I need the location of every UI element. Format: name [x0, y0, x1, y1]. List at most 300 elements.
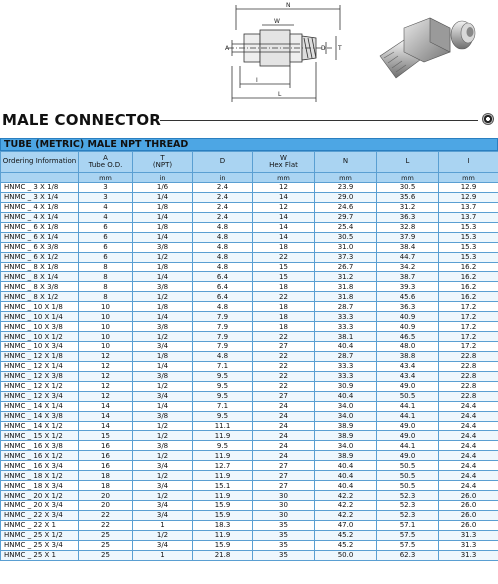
- table-row: [1, 222, 498, 232]
- table-cell-ordering: HNMC _ 10 X 3/8: [1, 322, 79, 332]
- table-cell-a: 20: [79, 501, 133, 511]
- table-cell-d: 7.1: [193, 361, 253, 371]
- table-cell-n: 38.9: [315, 451, 377, 461]
- table-cell-t: 1/8: [133, 202, 193, 212]
- table-cell-i: 17.2: [439, 312, 498, 322]
- table-cell-i: 17.2: [439, 342, 498, 352]
- col-header-i: I: [439, 152, 498, 173]
- table-cell-t: 3/8: [133, 322, 193, 332]
- table-cell-i: 24.4: [439, 411, 498, 421]
- table-cell-a: 8: [79, 292, 133, 302]
- table-cell-d: 9.5: [193, 441, 253, 451]
- table-cell-w: 18: [253, 302, 315, 312]
- table-cell-d: 11.9: [193, 530, 253, 540]
- title-row: [0, 110, 498, 132]
- table-row: [1, 332, 498, 342]
- table-cell-t: 1/4: [133, 212, 193, 222]
- table-cell-w: 22: [253, 371, 315, 381]
- table-cell-ordering: HNMC _ 22 X 1: [1, 520, 79, 530]
- table-cell-l: 48.0: [377, 342, 439, 352]
- table-cell-ordering: HNMC _ 8 X 1/4: [1, 272, 79, 282]
- table-cell-d: 4.8: [193, 222, 253, 232]
- table-cell-d: 15.9: [193, 501, 253, 511]
- table-cell-i: 16.2: [439, 282, 498, 292]
- table-row: [1, 431, 498, 441]
- table-cell-i: 17.2: [439, 322, 498, 332]
- table-cell-n: 33.3: [315, 361, 377, 371]
- table-cell-n: 34.0: [315, 411, 377, 421]
- table-cell-n: 30.5: [315, 232, 377, 242]
- table-cell-t: 1/4: [133, 192, 193, 202]
- table-cell-a: 20: [79, 491, 133, 501]
- table-cell-i: 12.9: [439, 183, 498, 193]
- table-cell-t: 1/2: [133, 252, 193, 262]
- table-cell-d: 7.9: [193, 332, 253, 342]
- col-header-ordering: Ordering Information: [1, 152, 79, 173]
- table-cell-t: 1/8: [133, 222, 193, 232]
- table-cell-w: 24: [253, 441, 315, 451]
- table-cell-w: 14: [253, 192, 315, 202]
- col-header-w: W Hex Flat: [253, 152, 315, 173]
- table-cell-l: 49.0: [377, 421, 439, 431]
- table-cell-t: 3/4: [133, 461, 193, 471]
- table-cell-a: 8: [79, 272, 133, 282]
- table-row: [1, 361, 498, 371]
- table-cell-w: 35: [253, 550, 315, 560]
- table-cell-l: 40.9: [377, 322, 439, 332]
- table-row: [1, 252, 498, 262]
- table-cell-i: 24.4: [439, 431, 498, 441]
- table-cell-d: 7.9: [193, 342, 253, 352]
- table-cell-i: 12.9: [439, 192, 498, 202]
- table-cell-t: 3/4: [133, 501, 193, 511]
- table-cell-i: 16.2: [439, 292, 498, 302]
- table-cell-a: 8: [79, 262, 133, 272]
- table-cell-n: 38.9: [315, 421, 377, 431]
- table-row: [1, 491, 498, 501]
- table-cell-l: 62.3: [377, 550, 439, 560]
- table-cell-d: 12.7: [193, 461, 253, 471]
- table-cell-n: 25.4: [315, 222, 377, 232]
- table-cell-l: 38.7: [377, 272, 439, 282]
- table-cell-d: 21.8: [193, 550, 253, 560]
- unit-cell: mm: [253, 173, 315, 183]
- table-cell-t: 3/4: [133, 342, 193, 352]
- table-row: [1, 351, 498, 361]
- table-row: [1, 212, 498, 222]
- table-cell-t: 3/8: [133, 441, 193, 451]
- table-cell-n: 24.6: [315, 202, 377, 212]
- table-cell-a: 25: [79, 540, 133, 550]
- table-cell-w: 27: [253, 342, 315, 352]
- table-cell-n: 28.7: [315, 351, 377, 361]
- table-cell-t: 1/8: [133, 351, 193, 361]
- table-cell-l: 38.8: [377, 351, 439, 361]
- table-cell-d: 11.9: [193, 491, 253, 501]
- table-cell-n: 38.9: [315, 431, 377, 441]
- table-row: [1, 421, 498, 431]
- table-cell-n: 28.7: [315, 302, 377, 312]
- table-cell-ordering: HNMC _ 6 X 1/8: [1, 222, 79, 232]
- table-cell-i: 15.3: [439, 232, 498, 242]
- table-cell-ordering: HNMC _ 4 X 1/4: [1, 212, 79, 222]
- unit-cell: [1, 173, 79, 183]
- table-cell-t: 1/4: [133, 401, 193, 411]
- table-cell-w: 12: [253, 202, 315, 212]
- table-row: [1, 481, 498, 491]
- table-cell-ordering: HNMC _ 16 X 3/8: [1, 441, 79, 451]
- table-cell-n: 29.7: [315, 212, 377, 222]
- table-cell-w: 18: [253, 282, 315, 292]
- table-cell-ordering: HNMC _ 18 X 1/2: [1, 471, 79, 481]
- table-cell-ordering: HNMC _ 10 X 1/4: [1, 312, 79, 322]
- table-cell-d: 2.4: [193, 202, 253, 212]
- table-cell-l: 52.3: [377, 501, 439, 511]
- dim-label-l: L: [278, 91, 282, 98]
- table-cell-ordering: HNMC _ 15 X 1/2: [1, 431, 79, 441]
- table-cell-w: 22: [253, 351, 315, 361]
- table-cell-a: 12: [79, 351, 133, 361]
- table-row: [1, 501, 498, 511]
- table-cell-ordering: HNMC _ 14 X 1/4: [1, 401, 79, 411]
- table-row: [1, 510, 498, 520]
- table-cell-w: 30: [253, 501, 315, 511]
- table-cell-t: 1/2: [133, 381, 193, 391]
- table-row: [1, 401, 498, 411]
- table-cell-n: 31.8: [315, 292, 377, 302]
- col-header-n: N: [315, 152, 377, 173]
- table-cell-i: 17.2: [439, 302, 498, 312]
- table-cell-ordering: HNMC _ 10 X 1/8: [1, 302, 79, 312]
- table-cell-l: 44.1: [377, 401, 439, 411]
- table-row: [1, 381, 498, 391]
- table-cell-d: 11.9: [193, 431, 253, 441]
- table-cell-d: 9.5: [193, 391, 253, 401]
- table-cell-d: 4.8: [193, 252, 253, 262]
- table-cell-n: 31.2: [315, 272, 377, 282]
- table-cell-l: 50.5: [377, 471, 439, 481]
- table-cell-t: 3/4: [133, 481, 193, 491]
- table-row: [1, 312, 498, 322]
- table-row: [1, 371, 498, 381]
- table-cell-i: 22.8: [439, 381, 498, 391]
- table-cell-t: 3/8: [133, 242, 193, 252]
- unit-cell: mm: [377, 173, 439, 183]
- table-cell-i: 26.0: [439, 501, 498, 511]
- table-cell-l: 50.5: [377, 391, 439, 401]
- table-cell-l: 36.3: [377, 212, 439, 222]
- table-cell-i: 31.3: [439, 530, 498, 540]
- units-row: [1, 173, 498, 183]
- table-cell-l: 43.4: [377, 361, 439, 371]
- table-cell-ordering: HNMC _ 14 X 3/8: [1, 411, 79, 421]
- table-cell-w: 35: [253, 520, 315, 530]
- table-cell-l: 44.7: [377, 252, 439, 262]
- table-cell-n: 40.4: [315, 342, 377, 352]
- table-cell-t: 3/8: [133, 371, 193, 381]
- unit-cell: mm: [439, 173, 498, 183]
- table-cell-w: 22: [253, 252, 315, 262]
- table-cell-ordering: HNMC _ 14 X 1/2: [1, 421, 79, 431]
- col-header-a: A Tube O.D.: [79, 152, 133, 173]
- table-cell-l: 43.4: [377, 371, 439, 381]
- table-cell-l: 50.5: [377, 461, 439, 471]
- table-cell-w: 35: [253, 540, 315, 550]
- col-header-d: D: [193, 152, 253, 173]
- table-cell-ordering: HNMC _ 18 X 3/4: [1, 481, 79, 491]
- table-cell-a: 12: [79, 361, 133, 371]
- table-cell-w: 24: [253, 451, 315, 461]
- dim-label-t: T: [338, 45, 342, 52]
- table-cell-t: 1/2: [133, 431, 193, 441]
- table-cell-a: 6: [79, 252, 133, 262]
- table-cell-n: 40.4: [315, 391, 377, 401]
- table-cell-ordering: HNMC _ 16 X 1/2: [1, 451, 79, 461]
- table-row: [1, 391, 498, 401]
- table-cell-ordering: HNMC _ 3 X 1/4: [1, 192, 79, 202]
- fitting-diagram: [0, 0, 498, 110]
- table-cell-n: 31.0: [315, 242, 377, 252]
- table-cell-l: 35.6: [377, 192, 439, 202]
- table-cell-d: 7.1: [193, 401, 253, 411]
- table-cell-w: 15: [253, 272, 315, 282]
- table-cell-l: 49.0: [377, 381, 439, 391]
- table-cell-n: 26.7: [315, 262, 377, 272]
- table-cell-n: 33.3: [315, 322, 377, 332]
- table-cell-w: 27: [253, 461, 315, 471]
- table-cell-l: 37.9: [377, 232, 439, 242]
- table-cell-a: 22: [79, 520, 133, 530]
- table-cell-t: 3/8: [133, 282, 193, 292]
- table-cell-a: 10: [79, 322, 133, 332]
- table-cell-n: 29.0: [315, 192, 377, 202]
- table-cell-w: 22: [253, 381, 315, 391]
- table-cell-n: 34.0: [315, 441, 377, 451]
- table-cell-w: 22: [253, 361, 315, 371]
- table-cell-d: 4.8: [193, 242, 253, 252]
- table-cell-w: 22: [253, 332, 315, 342]
- table-cell-ordering: HNMC _ 20 X 1/2: [1, 491, 79, 501]
- table-cell-n: 50.0: [315, 550, 377, 560]
- table-cell-a: 15: [79, 431, 133, 441]
- table-row: [1, 461, 498, 471]
- table-cell-ordering: HNMC _ 20 X 3/4: [1, 501, 79, 511]
- table-cell-i: 24.4: [439, 421, 498, 431]
- table-cell-n: 33.3: [315, 371, 377, 381]
- table-cell-a: 3: [79, 192, 133, 202]
- table-cell-t: 1/6: [133, 183, 193, 193]
- table-row: [1, 322, 498, 332]
- table-cell-ordering: HNMC _ 12 X 1/2: [1, 381, 79, 391]
- table-cell-d: 2.4: [193, 183, 253, 193]
- table-row: [1, 342, 498, 352]
- table-cell-ordering: HNMC _ 8 X 1/2: [1, 292, 79, 302]
- table-cell-t: 1/2: [133, 530, 193, 540]
- table-cell-ordering: HNMC _ 12 X 3/8: [1, 371, 79, 381]
- table-header-row: [1, 152, 498, 173]
- table-row: [1, 411, 498, 421]
- table-row: [1, 540, 498, 550]
- table-cell-l: 36.3: [377, 302, 439, 312]
- table-cell-ordering: HNMC _ 3 X 1/8: [1, 183, 79, 193]
- table-cell-i: 13.7: [439, 212, 498, 222]
- table-cell-n: 45.2: [315, 540, 377, 550]
- table-cell-d: 4.8: [193, 351, 253, 361]
- table-cell-d: 4.8: [193, 262, 253, 272]
- table-cell-t: 1/4: [133, 232, 193, 242]
- table-row: [1, 192, 498, 202]
- table-row: [1, 242, 498, 252]
- table-cell-d: 7.9: [193, 322, 253, 332]
- table-cell-l: 38.4: [377, 242, 439, 252]
- table-cell-l: 40.9: [377, 312, 439, 322]
- table-cell-t: 1/2: [133, 471, 193, 481]
- table-cell-a: 4: [79, 202, 133, 212]
- bullet-icon: [482, 113, 494, 125]
- table-cell-l: 57.5: [377, 540, 439, 550]
- table-cell-n: 40.4: [315, 461, 377, 471]
- table-cell-a: 8: [79, 282, 133, 292]
- table-cell-t: 1/2: [133, 491, 193, 501]
- table-cell-t: 1/2: [133, 332, 193, 342]
- table-cell-a: 10: [79, 332, 133, 342]
- table-row: [1, 292, 498, 302]
- table-cell-w: 18: [253, 312, 315, 322]
- table-cell-d: 6.4: [193, 292, 253, 302]
- table-cell-d: 9.5: [193, 371, 253, 381]
- table-row: [1, 520, 498, 530]
- table-cell-w: 22: [253, 292, 315, 302]
- table-cell-a: 16: [79, 441, 133, 451]
- table-cell-w: 30: [253, 510, 315, 520]
- table-cell-ordering: HNMC _ 12 X 3/4: [1, 391, 79, 401]
- table-cell-a: 10: [79, 302, 133, 312]
- table-cell-i: 15.3: [439, 242, 498, 252]
- unit-cell: in: [133, 173, 193, 183]
- table-cell-a: 16: [79, 461, 133, 471]
- table-cell-t: 1/2: [133, 421, 193, 431]
- table-cell-w: 35: [253, 530, 315, 540]
- spec-table-wrap: [0, 138, 498, 561]
- table-cell-l: 39.3: [377, 282, 439, 292]
- table-cell-ordering: HNMC _ 4 X 1/8: [1, 202, 79, 212]
- table-cell-a: 4: [79, 212, 133, 222]
- product-photo: [380, 18, 475, 78]
- table-cell-ordering: HNMC _ 10 X 3/4: [1, 342, 79, 352]
- section-header: TUBE (METRIC) MALE NPT THREAD: [0, 138, 498, 151]
- table-cell-l: 34.2: [377, 262, 439, 272]
- table-cell-w: 24: [253, 401, 315, 411]
- table-cell-i: 24.4: [439, 451, 498, 461]
- table-cell-l: 31.2: [377, 202, 439, 212]
- table-cell-a: 18: [79, 481, 133, 491]
- table-cell-d: 18.3: [193, 520, 253, 530]
- table-cell-i: 15.3: [439, 252, 498, 262]
- table-cell-d: 9.5: [193, 381, 253, 391]
- table-cell-n: 47.0: [315, 520, 377, 530]
- table-cell-l: 45.6: [377, 292, 439, 302]
- table-cell-a: 25: [79, 530, 133, 540]
- table-cell-i: 15.3: [439, 222, 498, 232]
- table-cell-l: 30.5: [377, 183, 439, 193]
- table-cell-ordering: HNMC _ 12 X 1/8: [1, 351, 79, 361]
- table-cell-d: 6.4: [193, 282, 253, 292]
- table-cell-ordering: HNMC _ 25 X 3/4: [1, 540, 79, 550]
- page-title: MALE CONNECTOR: [2, 111, 162, 129]
- table-cell-i: 17.2: [439, 332, 498, 342]
- table-cell-l: 52.3: [377, 491, 439, 501]
- table-cell-i: 24.4: [439, 461, 498, 471]
- table-cell-n: 37.3: [315, 252, 377, 262]
- unit-cell: mm: [315, 173, 377, 183]
- table-cell-d: 6.4: [193, 272, 253, 282]
- table-cell-l: 52.3: [377, 510, 439, 520]
- table-row: [1, 202, 498, 212]
- table-cell-t: 3/8: [133, 411, 193, 421]
- dim-label-n: N: [286, 2, 291, 9]
- table-cell-i: 22.8: [439, 361, 498, 371]
- table-row: [1, 272, 498, 282]
- table-cell-d: 7.9: [193, 312, 253, 322]
- table-cell-a: 18: [79, 471, 133, 481]
- table-cell-ordering: HNMC _ 16 X 3/4: [1, 461, 79, 471]
- table-cell-n: 23.9: [315, 183, 377, 193]
- table-cell-t: 1/8: [133, 262, 193, 272]
- table-cell-t: 1: [133, 550, 193, 560]
- table-cell-w: 27: [253, 391, 315, 401]
- table-cell-n: 45.2: [315, 530, 377, 540]
- table-cell-d: 15.1: [193, 481, 253, 491]
- col-header-t: T (NPT): [133, 152, 193, 173]
- table-cell-i: 22.8: [439, 391, 498, 401]
- table-cell-w: 27: [253, 481, 315, 491]
- table-row: [1, 471, 498, 481]
- table-cell-a: 14: [79, 421, 133, 431]
- table-cell-d: 15.9: [193, 540, 253, 550]
- table-cell-a: 12: [79, 381, 133, 391]
- table-cell-n: 40.4: [315, 481, 377, 491]
- table-row: [1, 282, 498, 292]
- table-cell-ordering: HNMC _ 6 X 1/2: [1, 252, 79, 262]
- table-cell-l: 49.0: [377, 451, 439, 461]
- table-row: [1, 530, 498, 540]
- dim-label-i: I: [256, 77, 258, 84]
- table-cell-i: 26.0: [439, 520, 498, 530]
- table-cell-ordering: HNMC _ 6 X 3/8: [1, 242, 79, 252]
- table-cell-d: 2.4: [193, 212, 253, 222]
- table-cell-a: 25: [79, 550, 133, 560]
- table-cell-ordering: HNMC _ 25 X 1: [1, 550, 79, 560]
- table-cell-ordering: HNMC _ 10 X 1/2: [1, 332, 79, 342]
- table-cell-a: 10: [79, 342, 133, 352]
- table-cell-t: 1/4: [133, 272, 193, 282]
- table-cell-t: 1/4: [133, 312, 193, 322]
- table-cell-d: 11.1: [193, 421, 253, 431]
- table-cell-w: 15: [253, 262, 315, 272]
- table-body: [1, 183, 498, 561]
- table-cell-l: 57.5: [377, 530, 439, 540]
- table-cell-n: 30.9: [315, 381, 377, 391]
- table-cell-i: 22.8: [439, 371, 498, 381]
- table-cell-t: 1: [133, 520, 193, 530]
- title-divider: [160, 120, 478, 121]
- table-cell-n: 42.2: [315, 491, 377, 501]
- table-cell-n: 34.0: [315, 401, 377, 411]
- col-header-l: L: [377, 152, 439, 173]
- table-row: [1, 302, 498, 312]
- table-row: [1, 262, 498, 272]
- table-cell-a: 16: [79, 451, 133, 461]
